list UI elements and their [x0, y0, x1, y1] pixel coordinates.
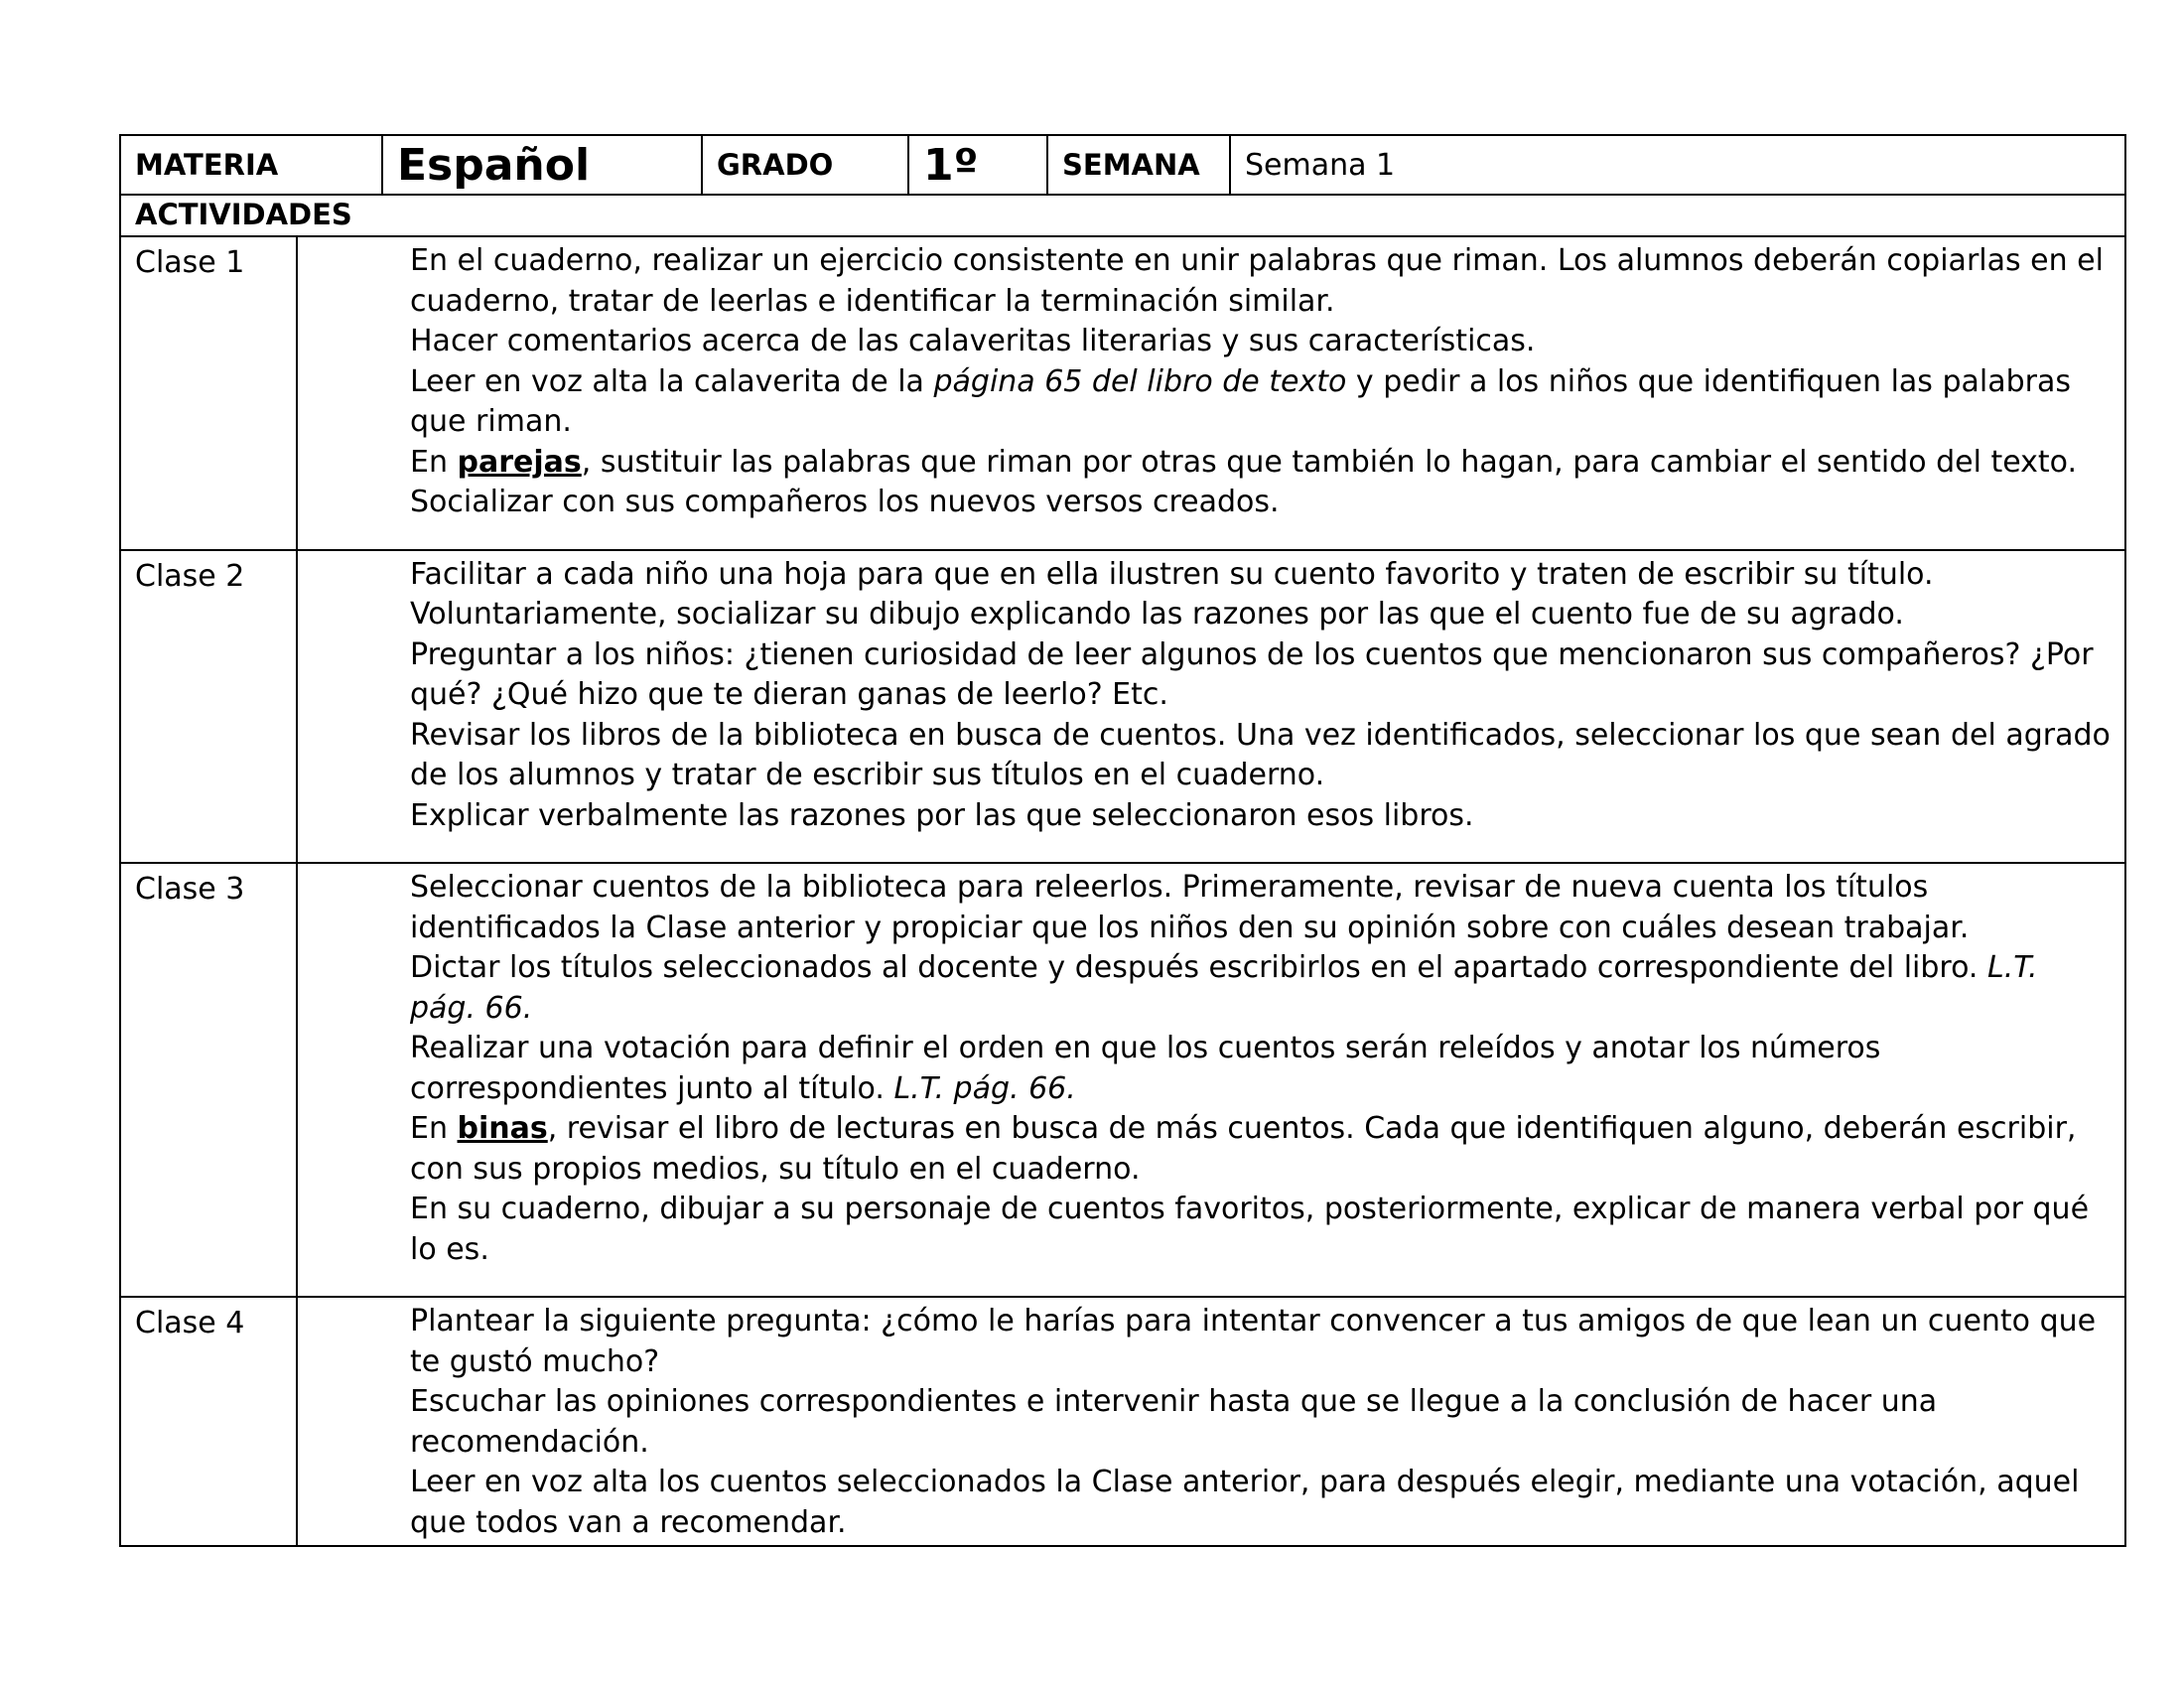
activity-line: En parejas, sustituir las palabras que riman por otras que también lo hagan, para cambiar el sentido del texto.	[410, 444, 2078, 480]
clase-label: Clase 4	[120, 1297, 297, 1546]
materia-value: Español	[382, 135, 702, 195]
activity-line: Plantear la siguiente pregunta: ¿cómo le harías para intentar convencer a tus amigos de que lean un cuento que te gustó mucho?	[410, 1304, 2097, 1379]
planning-table	[119, 134, 2126, 1547]
activity-line: Voluntariamente, socializar su dibujo explicando las razones por las que el cuento fue de su agrado.	[410, 597, 1904, 632]
clase-row-4	[120, 1297, 2125, 1546]
semana-value: Semana 1	[1230, 135, 2125, 195]
clase-row-3	[120, 863, 2125, 1297]
activity-line: En binas, revisar el libro de lecturas en busca de más cuentos. Cada que identifiquen alguno, deberán escribir, con sus propios medios, su título en el cuaderno.	[410, 1111, 2077, 1187]
materia-label: MATERIA	[120, 135, 382, 195]
activity-line: Explicar verbalmente las razones por las que seleccionaron esos libros.	[410, 797, 1474, 833]
activity-line: Seleccionar cuentos de la biblioteca para releerlos. Primeramente, revisar de nueva cuenta los títulos identificados la Clase anterior y propiciar que los niños den su opinión sobre con cuáles desean trabajar.	[410, 870, 1970, 945]
activity-line: Escuchar las opiniones correspondientes e intervenir hasta que se llegue a la conclusión de hacer una recomendación.	[410, 1384, 1938, 1460]
activity-line: Dictar los títulos seleccionados al docente y después escribirlos en el apartado correspondiente del libro. L.T. pág. 66.	[410, 950, 2038, 1026]
activity-line: Revisar los libros de la biblioteca en busca de cuentos. Una vez identificados, seleccionar los que sean del agrado de los alumnos y tratar de escribir sus títulos en el cuaderno.	[410, 717, 2111, 792]
actividades-row	[120, 195, 2125, 236]
grado-value: 1º	[908, 135, 1047, 195]
clase-row-1	[120, 236, 2125, 550]
activity-line: Leer en voz alta los cuentos seleccionados la Clase anterior, para después elegir, mediante una votación, aquel que todos van a recomendar.	[410, 1465, 2080, 1540]
activity-line: Socializar con sus compañeros los nuevos versos creados.	[410, 485, 1280, 519]
actividades-title: ACTIVIDADES	[120, 195, 2125, 236]
clase-row-2	[120, 550, 2125, 864]
clase-label: Clase 3	[120, 863, 297, 1297]
activity-line: Realizar una votación para definir el orden en que los cuentos serán releídos y anotar los números correspondientes junto al título. L.T. pág. 66.	[410, 1031, 1881, 1106]
activity-line: En su cuaderno, dibujar a su personaje de cuentos favoritos, posteriormente, explicar de manera verbal por qué lo es.	[410, 1192, 2090, 1267]
header-row	[120, 135, 2125, 195]
activity-line: Hacer comentarios acerca de las calaveritas literarias y sus características.	[410, 324, 1536, 358]
activity-line: Facilitar a cada niño una hoja para que en ella ilustren su cuento favorito y traten de escribir su título.	[410, 556, 1934, 592]
clase-activities	[297, 236, 2125, 550]
clase-activities	[297, 1297, 2125, 1546]
clase-activities	[297, 863, 2125, 1297]
activity-line: Preguntar a los niños: ¿tienen curiosidad de leer algunos de los cuentos que mencionaron sus compañeros? ¿Por qué? ¿Qué hizo que te dieran ganas de leerlo? Etc.	[410, 636, 2094, 712]
planning-sheet	[119, 134, 2124, 1547]
grado-label: GRADO	[702, 135, 908, 195]
activity-line: Leer en voz alta la calaverita de la página 65 del libro de texto y pedir a los niños que identifiquen las palabras que riman.	[410, 363, 2071, 439]
clase-label: Clase 2	[120, 550, 297, 864]
semana-label: SEMANA	[1047, 135, 1230, 195]
clase-activities	[297, 550, 2125, 864]
activity-line: En el cuaderno, realizar un ejercicio consistente en unir palabras que riman. Los alumnos deberán copiarlas en el cuaderno, tratar de leerlas e identificar la terminación similar.	[410, 243, 2104, 319]
clase-label: Clase 1	[120, 236, 297, 550]
